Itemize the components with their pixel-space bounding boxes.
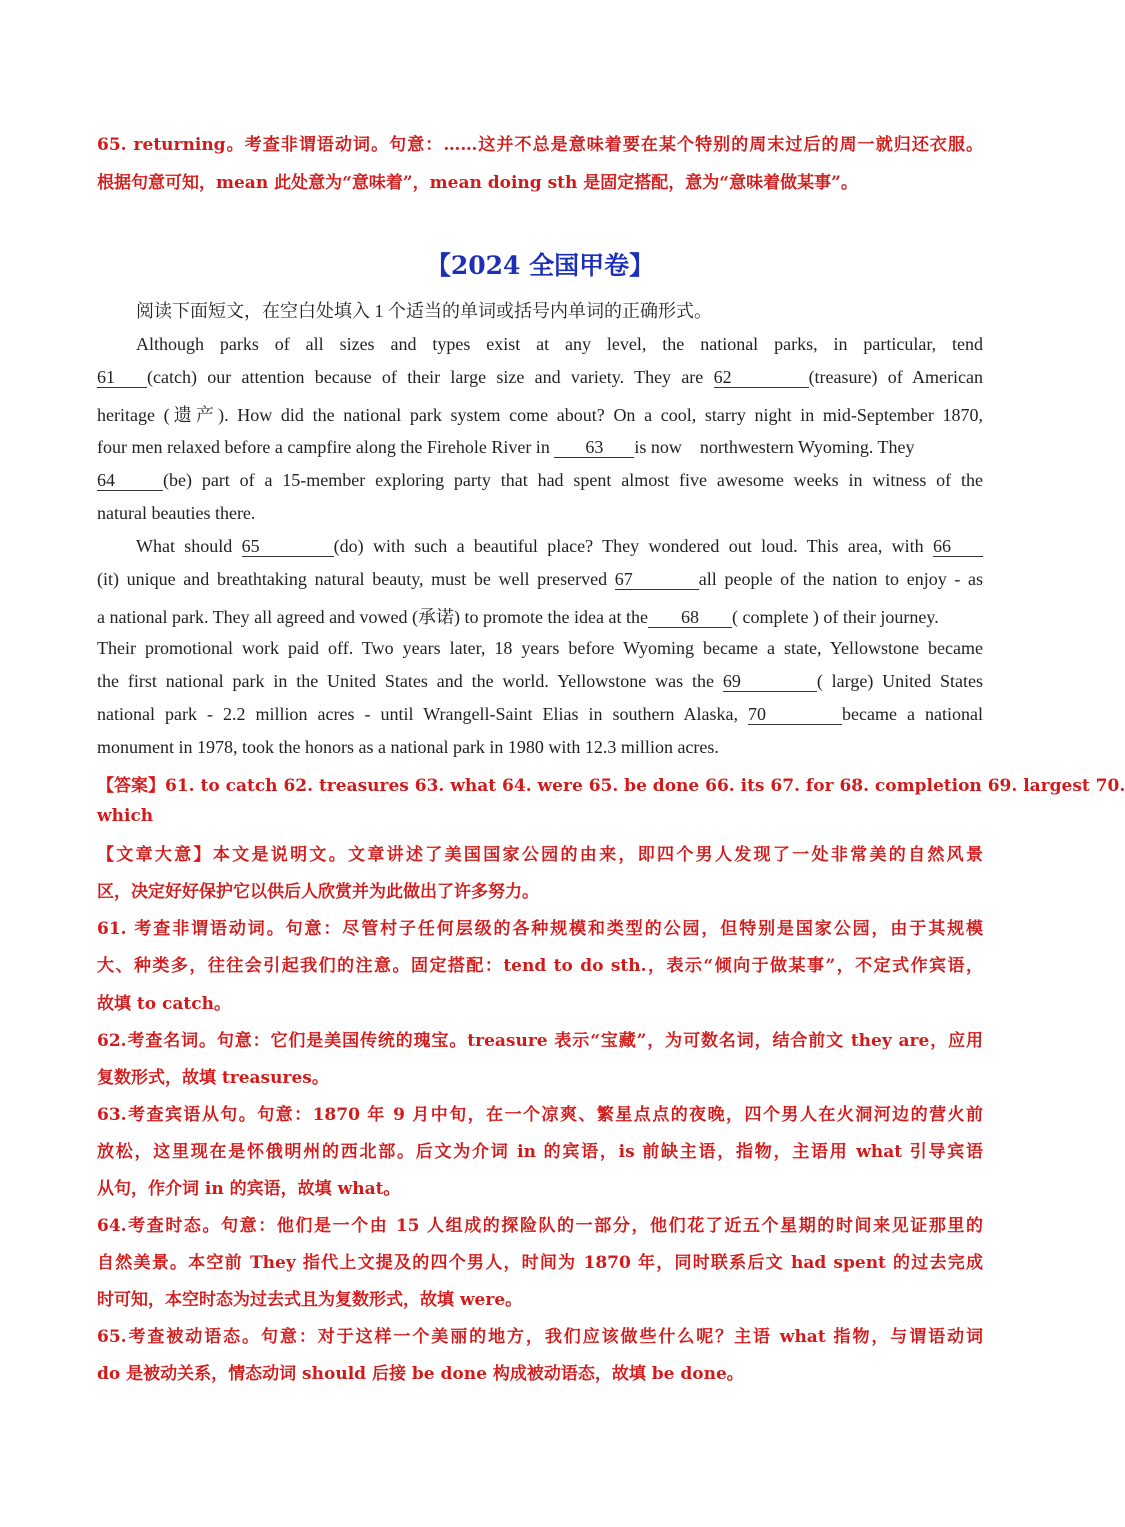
blank-63[interactable]: 63 [554, 438, 634, 458]
passage-line: 61 (catch) our attention because of their large size and variety. They are 62 (treasure) of American [97, 367, 983, 387]
explanation-line: 65.考查被动语态。句意：对于这样一个美丽的地方，我们应该做些什么呢？主语 what 指物，与谓语动词 [97, 1327, 983, 1347]
explanation-line: 复数形式，故填 treasures。 [97, 1068, 329, 1088]
passage-line: Their promotional work paid off. Two years later, 18 years before Wyoming became a state, Yellowstone became [97, 638, 983, 658]
passage-line: natural beauties there. [97, 503, 256, 523]
explanation-line: 61. 考查非谓语动词。句意：尽管村子任何层级的各种规模和类型的公园，但特别是国家公园，由于其规模 [97, 919, 983, 939]
explanation-line: 时可知，本空时态为过去式且为复数形式，故填 were。 [97, 1290, 523, 1310]
passage-line: (it) unique and breathtaking natural beauty, must be well preserved 67 all people of the nation to enjoy - as [97, 569, 984, 589]
answer-line: 【答案】61. to catch 62. treasures 63. what 64. were 65. be done 66. its 67. for 68. completion 69. largest 70. [97, 776, 1125, 796]
blank-68[interactable]: 68 [648, 608, 732, 628]
prev-answer-line: 65. returning。考查非谓语动词。句意：……这并不总是意味着要在某个特别的周末过后的周一就归还衣服。 [97, 135, 983, 155]
blank-67[interactable]: 67 [615, 570, 699, 590]
passage-line: four men relaxed before a campfire along the Firehole River in 63 is now northwestern Wyoming. They [97, 437, 915, 457]
passage-line: the first national park in the United States and the world. Yellowstone was the 69 ( large) United States [97, 671, 984, 691]
blank-66[interactable]: 66 [933, 537, 983, 557]
blank-61[interactable]: 61 [97, 368, 147, 388]
passage-line: What should 65 (do) with such a beautiful place? They wondered out loud. This area, with 66 [136, 536, 983, 557]
passage-line: monument in 1978, took the honors as a national park in 1980 with 12.3 million acres. [97, 737, 719, 757]
passage-line: a national park. They all agreed and vowed (承诺) to promote the idea at the 68 ( complete ) of their journey. [97, 607, 939, 627]
explanation-line: 62.考查名词。句意：它们是美国传统的瑰宝。treasure 表示“宝藏”，为可数名词，结合前文 they are，应用 [97, 1031, 983, 1051]
explanation-line: 大、种类多，往往会引起我们的注意。固定搭配：tend to do sth.，表示“倾向于做某事”，不定式作宾语， [97, 956, 983, 976]
instruction: 阅读下面短文，在空白处填入 1 个适当的单词或括号内单词的正确形式。 [136, 301, 712, 321]
prev-answer-line: 根据句意可知，mean 此处意为“意味着”，mean doing sth 是固定搭配，意为“意味着做某事”。 [97, 173, 858, 193]
blank-62[interactable]: 62 [714, 368, 809, 388]
explanation-line: 故填 to catch。 [97, 994, 231, 1014]
section-title: 【2024 全国甲卷】 [425, 251, 655, 280]
blank-70[interactable]: 70 [748, 705, 842, 725]
explanation-line: 从句，作介词 in 的宾语，故填 what。 [97, 1179, 401, 1199]
blank-65[interactable]: 65 [242, 537, 334, 557]
passage-line: heritage (遗产). How did the national park system come about? On a cool, starry night in mid-September 1870, [97, 405, 983, 425]
passage-line: Although parks of all sizes and types exist at any level, the national parks, in particular, tend [136, 334, 983, 354]
summary-line: 区，决定好好保护它以供后人欣赏并为此做出了许多努力。 [97, 882, 539, 902]
summary-line: 【文章大意】本文是说明文。文章讲述了美国国家公园的由来，即四个男人发现了一处非常美的自然风景 [97, 845, 983, 865]
answer-line: which [97, 806, 154, 826]
passage-line: national park - 2.2 million acres - until Wrangell-Saint Elias in southern Alaska, 70 became a national [97, 704, 983, 724]
explanation-line: 放松，这里现在是怀俄明州的西北部。后文为介词 in 的宾语，is 前缺主语，指物，主语用 what 引导宾语 [97, 1142, 983, 1162]
explanation-line: 63.考查宾语从句。句意：1870 年 9 月中旬，在一个凉爽、繁星点点的夜晚，四个男人在火洞河边的营火前 [97, 1105, 983, 1125]
explanation-line: 64.考查时态。句意：他们是一个由 15 人组成的探险队的一部分，他们花了近五个星期的时间来见证那里的 [97, 1216, 983, 1236]
explanation-line: do 是被动关系，情态动词 should 后接 be done 构成被动语态，故填 be done。 [97, 1364, 744, 1384]
explanation-line: 自然美景。本空前 They 指代上文提及的四个男人，时间为 1870 年，同时联系后文 had spent 的过去完成 [97, 1253, 983, 1273]
blank-64[interactable]: 64 [97, 471, 163, 491]
blank-69[interactable]: 69 [723, 672, 817, 692]
passage-line: 64 (be) part of a 15-member exploring party that had spent almost five awesome weeks in witness of the [97, 470, 983, 490]
